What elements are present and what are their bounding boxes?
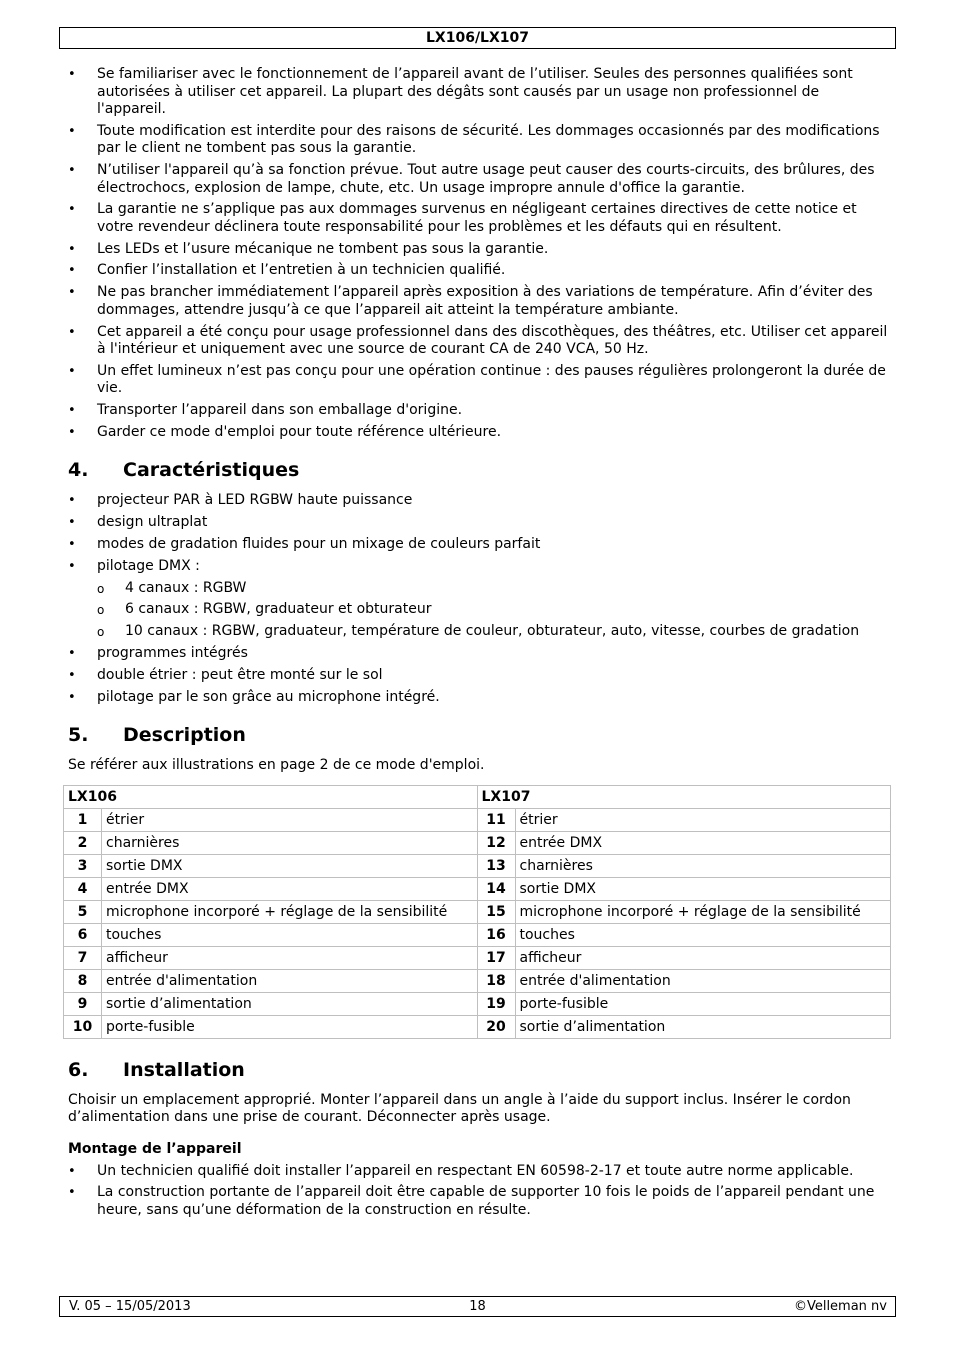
part-label-cell: sortie d’alimentation bbox=[102, 992, 478, 1015]
part-label-cell: sortie d’alimentation bbox=[515, 1015, 891, 1038]
list-item: • projecteur PAR à LED RGBW haute puissance bbox=[68, 492, 888, 510]
table-row bbox=[64, 831, 891, 854]
list-item: • design ultraplat bbox=[68, 514, 888, 532]
section-heading-description bbox=[68, 723, 888, 747]
table-row bbox=[64, 1015, 891, 1038]
table-row bbox=[64, 900, 891, 923]
part-label-cell: entrée DMX bbox=[102, 877, 478, 900]
part-label-cell: charnières bbox=[102, 831, 478, 854]
list-item: • Garder ce mode d'emploi pour toute référence ultérieure. bbox=[68, 424, 888, 442]
list-item: • La construction portante de l’appareil doit être capable de supporter 10 fois le poids de l’appareil pendant une heure, sans qu’une déformation de la construction en résulte. bbox=[68, 1184, 888, 1219]
part-number-cell: 10 bbox=[64, 1015, 102, 1038]
part-label-cell: touches bbox=[102, 923, 478, 946]
section-number: 6. bbox=[68, 1058, 89, 1081]
part-number-cell: 19 bbox=[477, 992, 515, 1015]
part-number-cell: 6 bbox=[64, 923, 102, 946]
list-item: • Les LEDs et l’usure mécanique ne tombent pas sous la garantie. bbox=[68, 241, 888, 259]
part-number-cell: 3 bbox=[64, 854, 102, 877]
table-row bbox=[64, 877, 891, 900]
part-label-cell: entrée d'alimentation bbox=[515, 969, 891, 992]
mounting-list bbox=[68, 1163, 888, 1220]
parts-table bbox=[63, 785, 891, 1039]
table-row bbox=[64, 969, 891, 992]
footer-brand: ©Velleman nv bbox=[793, 1299, 887, 1314]
sub-list-item: o 6 canaux : RGBW, graduateur et obturateur bbox=[68, 601, 888, 619]
section-heading-features bbox=[68, 458, 888, 482]
part-number-cell: 7 bbox=[64, 946, 102, 969]
safety-bullet-list bbox=[68, 66, 888, 441]
list-item: • pilotage par le son grâce au microphone intégré. bbox=[68, 689, 888, 707]
part-label-cell: sortie DMX bbox=[515, 877, 891, 900]
part-label-cell: afficheur bbox=[515, 946, 891, 969]
table-header-lx106: LX106 bbox=[64, 785, 478, 808]
part-label-cell: touches bbox=[515, 923, 891, 946]
part-number-cell: 2 bbox=[64, 831, 102, 854]
list-item: • Confier l’installation et l’entretien à un technicien qualifié. bbox=[68, 262, 888, 280]
list-item: • N’utiliser l'appareil qu’à sa fonction prévue. Tout autre usage peut causer des courts-circuits, des brûlures, des électrochocs, explosion de lampe, chute, etc. Un usage impropre annule d'office la garantie. bbox=[68, 162, 888, 197]
list-item: • programmes intégrés bbox=[68, 645, 888, 663]
list-item: • pilotage DMX : bbox=[68, 558, 888, 576]
table-row bbox=[64, 923, 891, 946]
list-item: • modes de gradation fluides pour un mixage de couleurs parfait bbox=[68, 536, 888, 554]
installation-intro: Choisir un emplacement approprié. Monter l’appareil dans un angle à l’aide du support inclus. Insérer le cordon d’alimentation dans une prise de courant. Déconnecter après usage. bbox=[68, 1091, 851, 1126]
part-label-cell: porte-fusible bbox=[102, 1015, 478, 1038]
description-intro: Se référer aux illustrations en page 2 de ce mode d'emploi. bbox=[68, 757, 485, 774]
section-title: Installation bbox=[123, 1058, 245, 1081]
table-header-lx107: LX107 bbox=[477, 785, 891, 808]
section-title: Description bbox=[123, 724, 246, 747]
part-label-cell: entrée d'alimentation bbox=[102, 969, 478, 992]
part-number-cell: 1 bbox=[64, 808, 102, 831]
section-heading-installation bbox=[68, 1058, 888, 1082]
list-item: • Se familiariser avec le fonctionnement de l’appareil avant de l’utiliser. Seules des personnes qualifiées sont autorisées à utiliser cet appareil. La plupart des dégâts sont causés par un usage non professionnel de l'appareil. bbox=[68, 66, 888, 119]
part-label-cell: charnières bbox=[515, 854, 891, 877]
parts-table-body bbox=[64, 808, 891, 1038]
part-number-cell: 15 bbox=[477, 900, 515, 923]
part-label-cell: entrée DMX bbox=[515, 831, 891, 854]
part-number-cell: 18 bbox=[477, 969, 515, 992]
footer-version: V. 05 – 15/05/2013 bbox=[69, 1299, 191, 1314]
list-item: • La garantie ne s’applique pas aux dommages survenus en négligeant certaines directives de cette notice et votre revendeur déclinera toute responsabilité pour les problèmes et les défauts qui en résultent. bbox=[68, 201, 888, 236]
section-number: 4. bbox=[68, 459, 89, 482]
table-row bbox=[64, 946, 891, 969]
part-label-cell: microphone incorporé + réglage de la sensibilité bbox=[102, 900, 478, 923]
list-item: • Cet appareil a été conçu pour usage professionnel dans des discothèques, des théâtres, etc. Utiliser cet appareil à l'intérieur et uniquement avec une source de courant CA de 240 VCA, 50 Hz. bbox=[68, 324, 888, 359]
sub-list-item: o 10 canaux : RGBW, graduateur, température de couleur, obturateur, auto, vitesse, courbes de gradation bbox=[68, 623, 888, 641]
table-row bbox=[64, 854, 891, 877]
table-row bbox=[64, 808, 891, 831]
part-number-cell: 16 bbox=[477, 923, 515, 946]
part-number-cell: 5 bbox=[64, 900, 102, 923]
list-item: • Transporter l’appareil dans son emballage d'origine. bbox=[68, 402, 888, 420]
mounting-subheading: Montage de l’appareil bbox=[68, 1140, 242, 1157]
part-number-cell: 8 bbox=[64, 969, 102, 992]
sub-list-item: o 4 canaux : RGBW bbox=[68, 580, 888, 598]
part-label-cell: porte-fusible bbox=[515, 992, 891, 1015]
part-label-cell: afficheur bbox=[102, 946, 478, 969]
part-number-cell: 9 bbox=[64, 992, 102, 1015]
features-list bbox=[68, 492, 888, 706]
section-title: Caractéristiques bbox=[123, 459, 300, 482]
list-item: • Un effet lumineux n’est pas conçu pour une opération continue : des pauses régulières prolongeront la durée de vie. bbox=[68, 363, 888, 398]
table-row bbox=[64, 992, 891, 1015]
page-header bbox=[59, 27, 896, 49]
part-number-cell: 12 bbox=[477, 831, 515, 854]
list-item: • Un technicien qualifié doit installer l’appareil en respectant EN 60598-2-17 et toute autre norme applicable. bbox=[68, 1163, 888, 1181]
page-content bbox=[68, 66, 888, 1224]
list-item: • double étrier : peut être monté sur le sol bbox=[68, 667, 888, 685]
footer-page-number: 18 bbox=[469, 1299, 486, 1314]
part-number-cell: 11 bbox=[477, 808, 515, 831]
header-title: LX106/LX107 bbox=[426, 30, 529, 46]
part-number-cell: 4 bbox=[64, 877, 102, 900]
table-header-row bbox=[64, 785, 891, 808]
list-item: • Ne pas brancher immédiatement l’appareil après exposition à des variations de température. Afin d’éviter des dommages, attendre jusqu’à ce que l’appareil ait atteint la température ambiante. bbox=[68, 284, 888, 319]
part-number-cell: 13 bbox=[477, 854, 515, 877]
part-label-cell: étrier bbox=[102, 808, 478, 831]
part-label-cell: microphone incorporé + réglage de la sensibilité bbox=[515, 900, 891, 923]
part-label-cell: étrier bbox=[515, 808, 891, 831]
part-number-cell: 17 bbox=[477, 946, 515, 969]
part-label-cell: sortie DMX bbox=[102, 854, 478, 877]
part-number-cell: 14 bbox=[477, 877, 515, 900]
page-footer bbox=[59, 1296, 896, 1317]
section-number: 5. bbox=[68, 724, 89, 747]
part-number-cell: 20 bbox=[477, 1015, 515, 1038]
list-item: • Toute modification est interdite pour des raisons de sécurité. Les dommages occasionnés par des modifications par le client ne tombent pas sous la garantie. bbox=[68, 123, 888, 158]
